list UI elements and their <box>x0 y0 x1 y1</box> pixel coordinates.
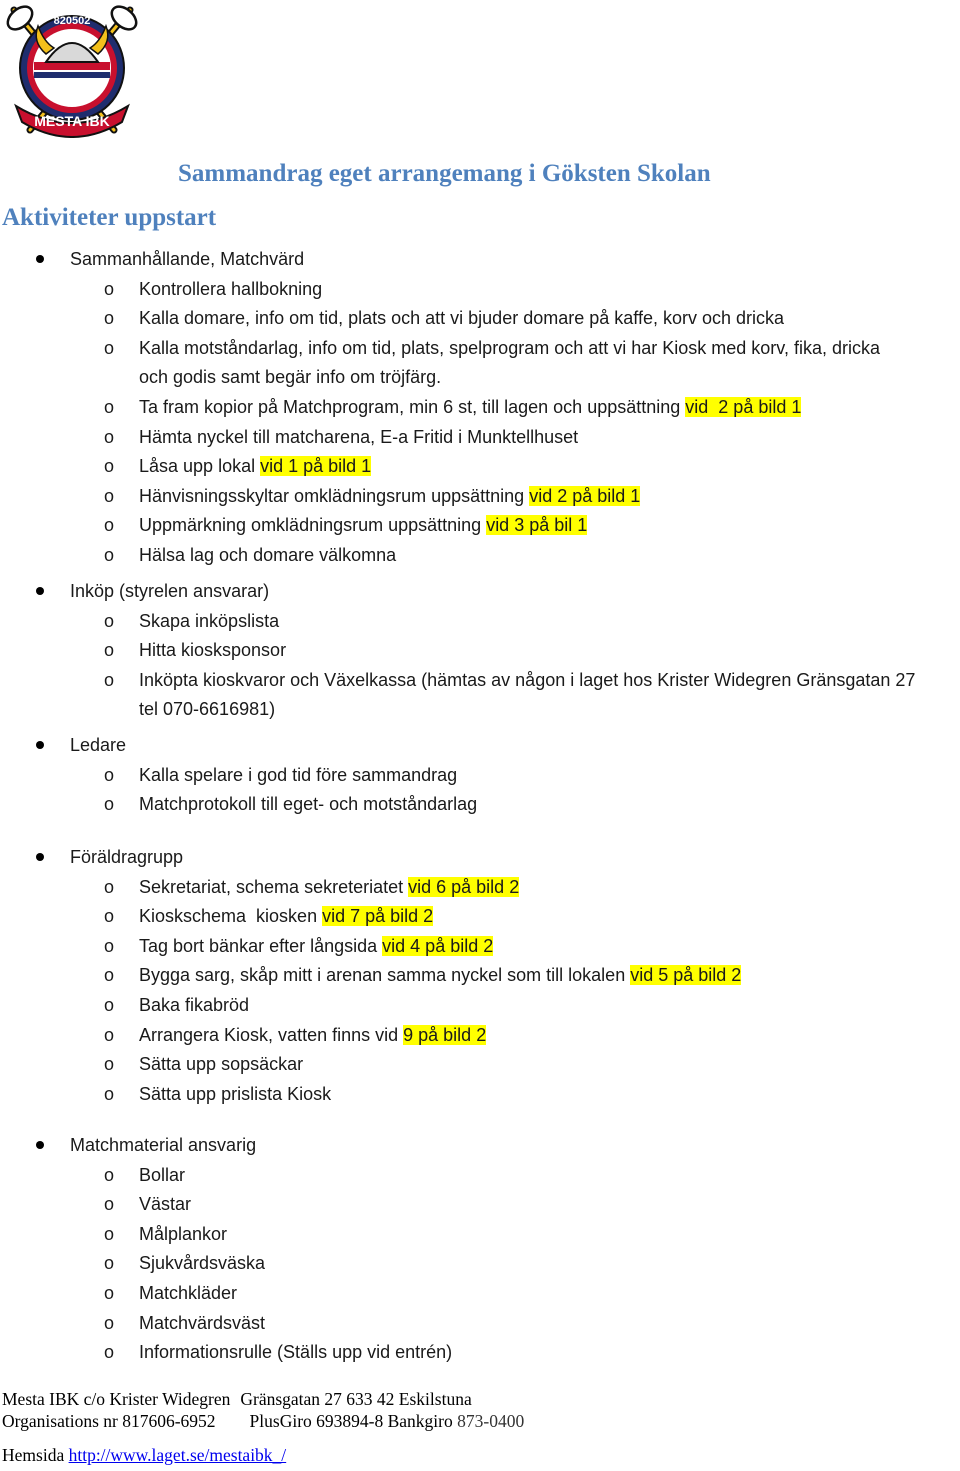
list-item-text: Inköpta kioskvaror och Växelkassa (hämtas av någon i laget hos Krister Widegren Gränsgatan 27 <box>139 669 916 690</box>
bullet-icon <box>36 587 44 595</box>
highlighted-reference: vid 2 på bild 1 <box>529 485 641 506</box>
mesta-ibk-logo <box>2 2 142 138</box>
footer-giro: PlusGiro 693894-8 Bankgiro <box>249 1411 453 1431</box>
sub-bullet-icon: o <box>104 610 115 631</box>
sub-bullet-icon: o <box>104 337 115 358</box>
list-item <box>139 792 477 816</box>
sub-bullet-icon: o <box>104 794 115 815</box>
list-item-text: Kontrollera hallbokning <box>139 278 323 299</box>
list-item-text: Sätta upp prislista Kiosk <box>139 1083 332 1104</box>
sub-bullet-icon: o <box>104 545 115 565</box>
list-item-text: Uppmärkning omklädningsrum uppsättning <box>139 515 487 536</box>
list-item-text: Hänvisningsskyltar omklädningsrum uppsättning <box>139 485 530 506</box>
section-label: Ledare <box>70 735 127 755</box>
list-item-text: Sätta upp sopsäckar <box>139 1054 304 1075</box>
section-heading: Aktiviteter uppstart <box>2 204 217 231</box>
list-item-text: Kalla motståndarlag, info om tid, plats, spelprogram och att vi har Kiosk med korv, fika, dricka <box>139 337 880 358</box>
sub-bullet-icon: o <box>104 1253 115 1274</box>
document-title: Sammandrag eget arrangemang i Göksten Skolan <box>178 160 711 187</box>
footer-address <box>2 1388 472 1410</box>
list-item-text: Målplankor <box>139 1223 228 1244</box>
list-item <box>139 1052 303 1076</box>
sub-bullet-icon: o <box>104 308 115 329</box>
list-item <box>139 609 279 633</box>
section-label: Inköp (styrelen ansvarar) <box>70 581 270 601</box>
list-item-text: Hälsa lag och domare välkomna <box>139 545 397 565</box>
sub-bullet-icon: o <box>104 1164 115 1185</box>
sub-bullet-icon: o <box>104 764 115 785</box>
list-item-text: Matchprotokoll till eget- och motståndarlag <box>139 794 478 815</box>
sub-bullet-icon: o <box>104 906 115 927</box>
footer-bankgiro-number: 873-0400 <box>457 1411 525 1431</box>
list-item-text: Matchvärdsväst <box>139 1312 266 1333</box>
list-item <box>139 513 587 537</box>
sub-bullet-icon: o <box>104 515 115 536</box>
list-item <box>139 484 640 508</box>
sub-bullet-icon: o <box>104 935 115 956</box>
list-item-text: Kalla spelare i god tid före sammandrag <box>139 764 458 785</box>
footer-org-contact: Mesta IBK c/o Krister Widegren <box>2 1389 231 1409</box>
sub-bullet-icon: o <box>104 1083 115 1104</box>
sub-bullet-icon: o <box>104 1223 115 1244</box>
list-item <box>139 395 801 419</box>
footer-registration <box>2 1410 524 1432</box>
list-item <box>139 1222 227 1246</box>
sub-bullet-icon: o <box>104 876 115 897</box>
website-link[interactable]: http://www.laget.se/mestaibk_/ <box>68 1445 287 1465</box>
footer-website <box>2 1444 286 1466</box>
list-item-text: Sekretariat, schema sekreteriatet <box>139 876 409 897</box>
list-item-text: Kalla domare, info om tid, plats och att vi bjuder domare på kaffe, korv och dricka <box>139 308 784 329</box>
list-item <box>139 697 275 721</box>
list-item <box>139 1251 265 1275</box>
sub-bullet-icon: o <box>104 485 115 506</box>
list-item-text: tel 070-6616981) <box>139 699 276 720</box>
footer-website-label: Hemsida <box>2 1445 65 1465</box>
list-item <box>139 875 519 899</box>
list-item-text: Bollar <box>139 1164 186 1185</box>
sub-bullet-icon: o <box>104 1283 115 1303</box>
list-item <box>139 993 249 1017</box>
list-item <box>139 963 741 987</box>
list-item-text: Arrangera Kiosk, vatten finns vid <box>139 1024 404 1045</box>
list-item <box>139 543 396 567</box>
sub-bullet-icon: o <box>104 640 115 661</box>
list-item <box>139 336 880 360</box>
highlighted-reference: vid 4 på bild 2 <box>382 935 494 956</box>
list-item <box>139 934 493 958</box>
list-item <box>139 1340 452 1364</box>
list-item <box>139 668 915 692</box>
sub-bullet-icon: o <box>104 278 115 299</box>
list-item <box>139 1281 237 1305</box>
list-item-text: Ta fram kopior på Matchprogram, min 6 st, till lagen och uppsättning <box>139 397 686 417</box>
logo-ring-text: 820502 <box>53 15 91 27</box>
sub-bullet-icon: o <box>104 426 115 447</box>
list-item <box>139 425 578 449</box>
section-label: Matchmaterial ansvarig <box>70 1135 257 1155</box>
sub-bullet-icon: o <box>104 1194 115 1215</box>
highlighted-reference: 9 på bild 2 <box>403 1024 487 1045</box>
logo-name-text: MESTA IBK <box>34 113 110 129</box>
list-item <box>139 1082 331 1106</box>
footer-org-number: Organisations nr 817606-6952 <box>2 1411 216 1431</box>
highlighted-reference: vid 2 på bild 1 <box>685 397 802 417</box>
highlighted-reference: vid 1 på bild 1 <box>260 456 372 477</box>
list-item <box>139 763 457 787</box>
sub-bullet-icon: o <box>104 1024 115 1045</box>
list-item-text: Sjukvårdsväska <box>139 1253 266 1274</box>
list-item <box>139 454 371 478</box>
sub-bullet-icon: o <box>104 995 115 1015</box>
list-item-text: Hämta nyckel till matcharena, E-a Fritid i Munktellhuset <box>139 426 579 447</box>
list-item-text: Skapa inköpslista <box>139 610 280 631</box>
list-item <box>139 1311 265 1335</box>
sub-bullet-icon: o <box>104 1312 115 1333</box>
bullet-icon <box>36 853 44 861</box>
list-item-text: Informationsrulle (Ställs upp vid entrén) <box>139 1342 453 1363</box>
list-item <box>139 638 286 662</box>
list-item <box>139 1023 486 1047</box>
highlighted-reference: vid 7 på bild 2 <box>322 906 434 927</box>
highlighted-reference: vid 6 på bild 2 <box>408 876 520 897</box>
list-item-text: Västar <box>139 1194 192 1215</box>
highlighted-reference: vid 5 på bild 2 <box>630 965 742 986</box>
sub-bullet-icon: o <box>104 456 115 477</box>
list-item <box>139 306 784 330</box>
list-item <box>139 1192 191 1216</box>
list-item-text: Kioskschema kiosken <box>139 906 323 927</box>
list-item-text: Hitta kiosksponsor <box>139 640 287 661</box>
bullet-icon <box>36 741 44 749</box>
list-item <box>139 277 322 301</box>
list-item <box>139 365 441 389</box>
section-label: Sammanhållande, Matchvärd <box>70 249 305 269</box>
sub-bullet-icon: o <box>104 965 115 986</box>
sub-bullet-icon: o <box>104 1054 115 1075</box>
list-item-text: och godis samt begär info om tröjfärg. <box>139 367 442 388</box>
sub-bullet-icon: o <box>104 669 115 690</box>
list-item-text: Baka fikabröd <box>139 995 250 1015</box>
list-item-text: Tag bort bänkar efter långsida <box>139 935 383 956</box>
bullet-icon <box>36 1141 44 1149</box>
sub-bullet-icon: o <box>104 397 115 417</box>
section-label: Föräldragrupp <box>70 847 184 867</box>
list-item-text: Bygga sarg, skåp mitt i arenan samma nyckel som till lokalen <box>139 965 631 986</box>
sub-bullet-icon: o <box>104 1342 115 1363</box>
footer-org-address: Gränsgatan 27 633 42 Eskilstuna <box>240 1389 472 1409</box>
list-item <box>139 1163 185 1187</box>
list-item-text: Matchkläder <box>139 1283 238 1303</box>
bullet-icon <box>36 255 44 263</box>
list-item-text: Låsa upp lokal <box>139 456 261 477</box>
highlighted-reference: vid 3 på bil 1 <box>486 515 588 536</box>
list-item <box>139 904 433 928</box>
